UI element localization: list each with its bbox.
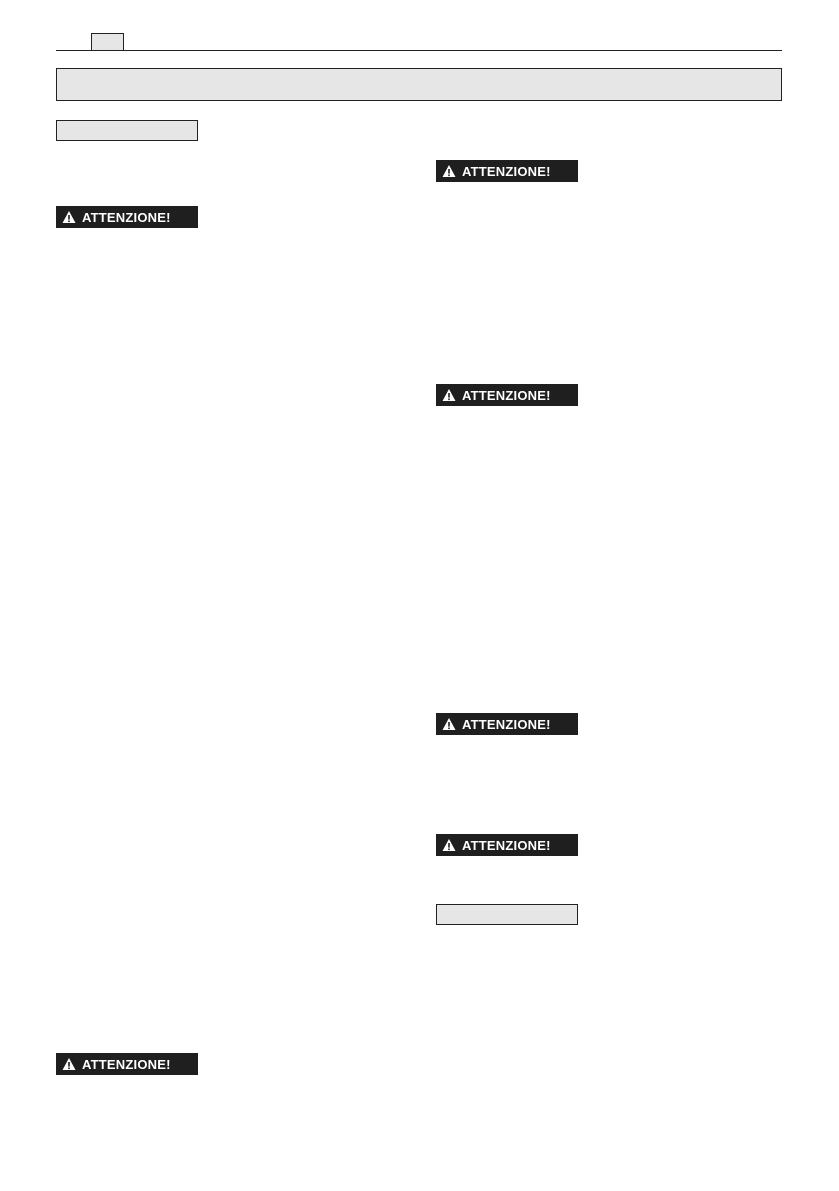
- warning-text: ATTENZIONE!: [462, 837, 551, 853]
- warning-triangle-icon: [442, 388, 456, 402]
- warning-text: ATTENZIONE!: [462, 716, 551, 732]
- chapter-title-bar: [56, 68, 782, 101]
- warning-text: ATTENZIONE!: [82, 209, 171, 225]
- warning-triangle-icon: [442, 164, 456, 178]
- section-heading-box: [436, 904, 578, 925]
- warning-triangle-icon: [442, 717, 456, 731]
- warning-label: [436, 834, 578, 856]
- warning-label: [56, 1053, 198, 1075]
- warning-label: [436, 384, 578, 406]
- warning-text: ATTENZIONE!: [82, 1056, 171, 1072]
- warning-triangle-icon: [62, 210, 76, 224]
- warning-label: [436, 160, 578, 182]
- warning-text: ATTENZIONE!: [462, 163, 551, 179]
- warning-triangle-icon: [62, 1057, 76, 1071]
- section-heading-box: [56, 120, 198, 141]
- warning-label: [436, 713, 578, 735]
- warning-label: [56, 206, 198, 228]
- header-rule: [56, 50, 782, 51]
- language-tab: [91, 33, 124, 50]
- warning-triangle-icon: [442, 838, 456, 852]
- warning-text: ATTENZIONE!: [462, 387, 551, 403]
